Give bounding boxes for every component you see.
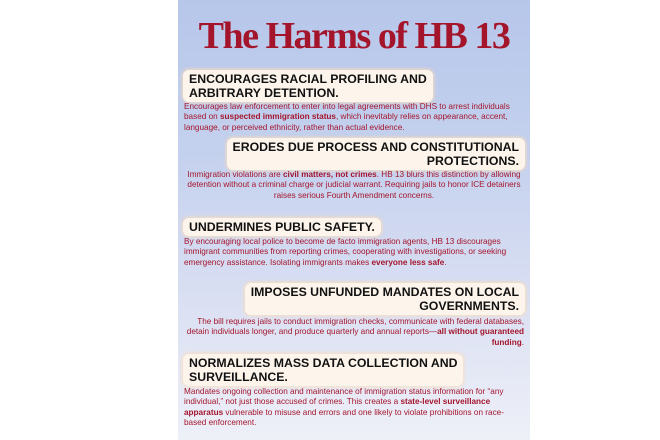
section-body-racial-profiling: Encourages law enforcement to enter into legal agreements with DHS to arrest individuals based on suspected immigration status, which inevitably relies on appearance, accent, language, or perceived ethnicity, rather than actual evidence. [184,102,510,132]
section-heading-due-process [227,138,526,170]
section-heading-racial-profiling [183,70,433,102]
section-body-data-collection: Mandates ongoing collection and maintenance of immigration status information for “any individual,” not just those accused of crimes. This creates a state-level surveillance apparatus vulnerable to misuse and errors and one likely to violate prohibitions on race-based enforcement. [184,387,504,428]
section-heading-data-collection [183,354,463,386]
section-heading-unfunded-mandates [245,283,525,315]
flyer [178,0,530,440]
heading-line: ARBITRARY DETENTION. [189,86,339,100]
emphasis: all without guaranteed funding [437,327,524,347]
section-body-due-process: Immigration violations are civil matters, not crimes. HB 13 blurs this distinction by allowing detention without a criminal charge or judicial warrant. Requiring jails to honor ICE detainers raises serious Fourth Amendment concerns. [187,170,521,200]
heading-line: ERODES DUE PROCESS AND CONSTITUTIONAL [232,140,519,154]
section-heading-public-safety [183,218,381,236]
heading-line: NORMALIZES MASS DATA COLLECTION AND [189,356,458,370]
section-body-public-safety: By encouraging local police to become de facto immigration agents, HB 13 discourages immigrant communities from reporting crimes, cooperating with investigations, or seeking emergency assistance. Isolating immigrants makes everyone less safe. [184,237,507,267]
heading-line: GOVERNMENTS. [419,299,519,313]
heading-line: UNDERMINES PUBLIC SAFETY. [189,220,375,234]
emphasis: suspected immigration status [219,112,336,122]
flyer-title: The Harms of HB 13 [198,15,510,57]
heading-line: SURVEILLANCE. [189,370,288,384]
heading-line: ENCOURAGES RACIAL PROFILING AND [189,72,427,86]
emphasis: state-level surveillance apparatus [184,397,491,417]
heading-line: PROTECTIONS. [426,154,519,168]
heading-line: IMPOSES UNFUNDED MANDATES ON LOCAL [250,285,519,299]
section-body-unfunded-mandates: The bill requires jails to conduct immigration checks, communicate with federal databases, detain individuals longer, and produce quarterly and annual reports—all without guaranteed funding. [186,317,524,347]
emphasis: everyone less safe [371,257,445,267]
emphasis: civil matters, not crimes [283,170,377,179]
